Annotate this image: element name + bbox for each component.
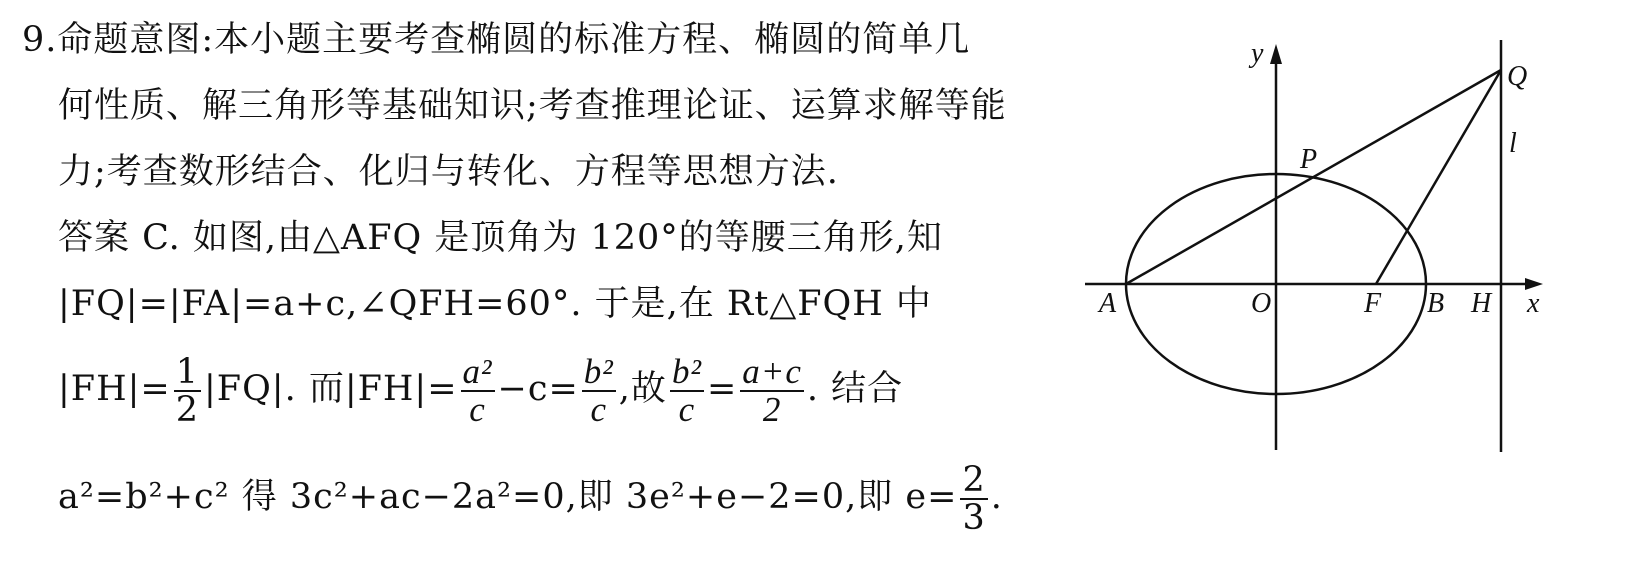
diagram-svg — [1085, 20, 1625, 460]
fraction-b2-over-c-2 — [670, 351, 704, 429]
label-x: x — [1527, 288, 1540, 319]
label-b: B — [1427, 288, 1445, 319]
fraction-numerator: 1 — [175, 351, 199, 392]
label-a: A — [1099, 288, 1117, 319]
fraction-one-half — [174, 351, 201, 430]
fraction-a-plus-c-over-2 — [740, 351, 804, 429]
line-aq — [1126, 70, 1501, 284]
text-line-3: 力;考查数形结合、化归与转化、方程等思想方法. — [58, 152, 839, 192]
label-q: Q — [1507, 61, 1528, 92]
fq-text: |FQ|. 而|FH|= — [204, 369, 458, 409]
final-period: . — [990, 477, 1003, 517]
fraction-denominator: 2 — [175, 389, 199, 430]
fraction-numerator: b² — [583, 351, 614, 391]
fraction-denominator: c — [678, 389, 696, 429]
fraction-denominator: c — [590, 389, 608, 429]
text-line-4: 答案 C. 如图,由△AFQ 是顶角为 120°的等腰三角形,知 — [58, 218, 943, 258]
minus-c-text: −c= — [497, 369, 579, 409]
label-p: P — [1300, 144, 1318, 175]
gu-text: ,故 — [618, 369, 667, 409]
label-h: H — [1471, 288, 1492, 319]
fraction-two-thirds — [960, 459, 987, 538]
fraction-denominator: c — [469, 389, 486, 429]
fraction-numerator: a+c — [742, 351, 802, 391]
text-line-6 — [58, 352, 903, 428]
fh-eq: |FH|= — [58, 369, 171, 409]
text-line-2: 何性质、解三角形等基础知识;考查推理论证、运算求解等能 — [58, 86, 1007, 126]
fraction-numerator: a² — [462, 351, 493, 391]
jiehe-text: . 结合 — [806, 369, 904, 409]
text-line-5: |FQ|=|FA|=a+c,∠QFH=60°. 于是,在 Rt△FQH 中 — [58, 284, 932, 324]
fraction-numerator: b² — [671, 351, 702, 391]
final-equation: a²=b²+c² 得 3c²+ac−2a²=0,即 3e²+e−2=0,即 e= — [58, 477, 958, 517]
fraction-b2-over-c — [582, 351, 616, 429]
label-y: y — [1251, 38, 1264, 69]
ellipse-diagram — [1085, 20, 1625, 460]
fraction-denominator: 2 — [762, 389, 782, 429]
text-line-7 — [58, 460, 1003, 536]
label-f: F — [1364, 288, 1382, 319]
y-axis-arrow — [1270, 44, 1282, 64]
line-fq — [1376, 70, 1501, 284]
fraction-numerator: 2 — [962, 459, 986, 500]
fraction-denominator: 3 — [962, 497, 986, 538]
label-l: l — [1509, 128, 1517, 159]
equals-text: = — [706, 369, 738, 409]
fraction-a2-over-c — [461, 351, 495, 429]
text-line-1: 9.命题意图:本小题主要考查椭圆的标准方程、椭圆的简单几 — [22, 20, 971, 60]
label-o: O — [1251, 288, 1272, 319]
